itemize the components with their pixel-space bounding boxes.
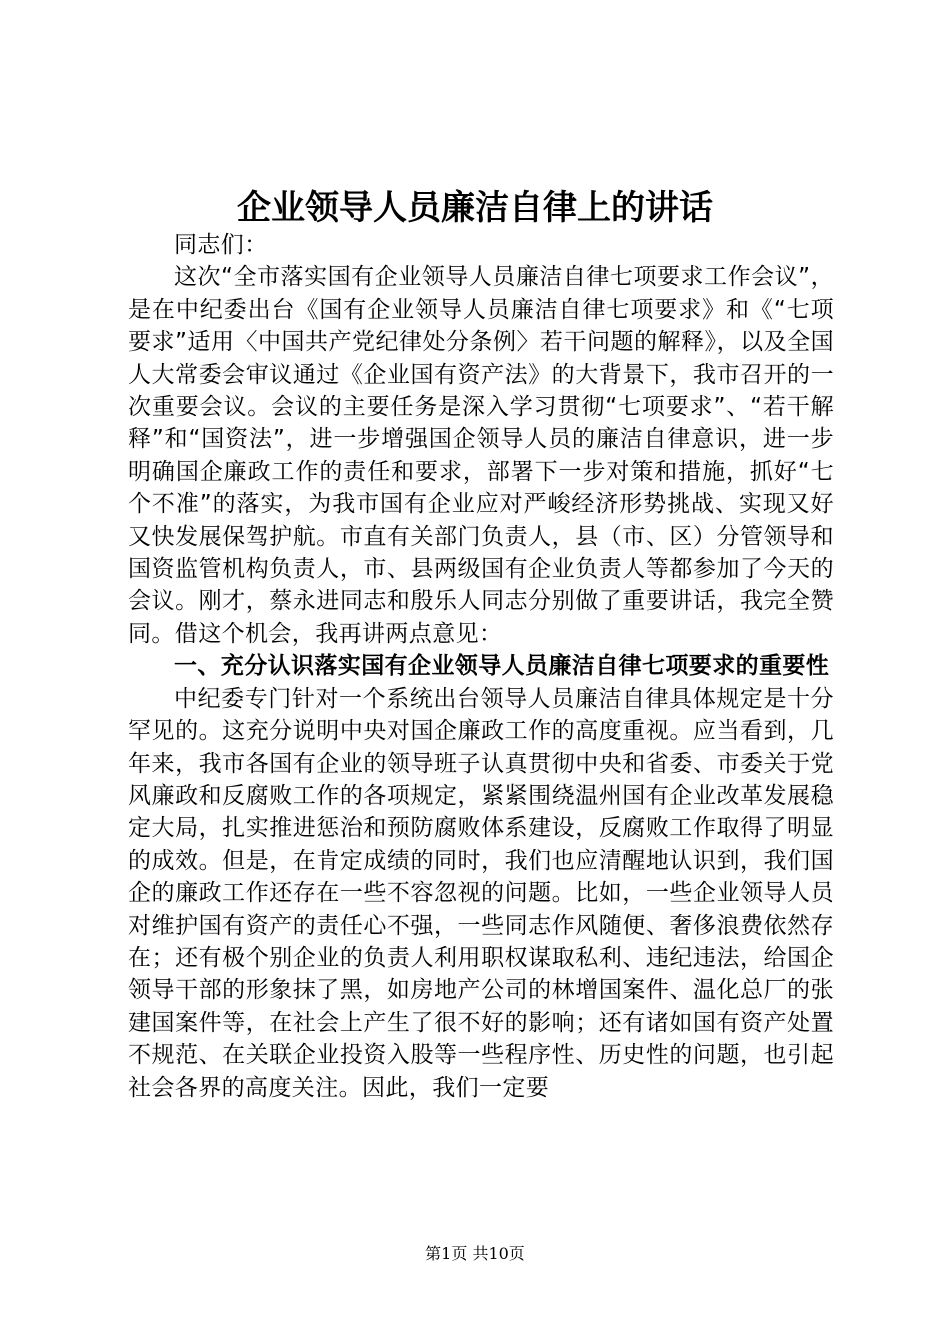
section-heading-1: 一、充分认识落实国有企业领导人员廉洁自律七项要求的重要性 bbox=[174, 653, 830, 680]
document-title: 企业领导人员廉洁自律上的讲话 bbox=[237, 188, 713, 228]
salutation: 同志们： bbox=[174, 232, 268, 258]
document-body bbox=[128, 229, 834, 1104]
page-number-footer: 第1页 共10页 bbox=[425, 1244, 525, 1263]
paragraph-intro: 这次“全市落实国有企业领导人员廉洁自律七项要求工作会议”，是在中纪委出台《国有企业领导人员廉洁自律七项要求》和《“七项要求”适用〈中国共产党纪律处分条例〉若干问题的解释》，以及全国人大常委会审议通过《企业国有资产法》的大背景下，我市召开的一次重要会议。会议的主要任务是深入学习贯彻“七项要求”、“若干解释”和“国资法”，进一步增强国企领导人员的廉洁自律意识，进一步明确国企廉政工作的责任和要求，部署下一步对策和措施，抓好“七个不准”的落实，为我市国有企业应对严峻经济形势挑战、实现又好又快发展保驾护航。市直有关部门负责人，县（市、区）分管领导和国资监管机构负责人，市、县两级国有企业负责人等都参加了今天的会议。刚才，蔡永进同志和殷乐人同志分别做了重要讲话，我完全赞同。借这个机会，我再讲两点意见： bbox=[128, 264, 834, 647]
paragraph-section-1: 中纪委专门针对一个系统出台领导人员廉洁自律具体规定是十分罕见的。这充分说明中央对国企廉政工作的高度重视。应当看到，几年来，我市各国有企业的领导班子认真贯彻中央和省委、市委关于党风廉政和反腐败工作的各项规定，紧紧围绕温州国有企业改革发展稳定大局，扎实推进惩治和预防腐败体系建设，反腐败工作取得了明显的成效。但是，在肯定成绩的同时，我们也应清醒地认识到，我们国企的廉政工作还存在一些不容忽视的问题。比如，一些企业领导人员对维护国有资产的责任心不强，一些同志作风随便、奢侈浪费依然存在；还有极个别企业的负责人利用职权谋取私利、违纪违法，给国企领导干部的形象抹了黑，如房地产公司的林增国案件、温化总厂的张建国案件等，在社会上产生了很不好的影响；还有诸如国有资产处置不规范、在关联企业投资入股等一些程序性、历史性的问题，也引起社会各界的高度关注。因此，我们一定要 bbox=[128, 685, 834, 1101]
